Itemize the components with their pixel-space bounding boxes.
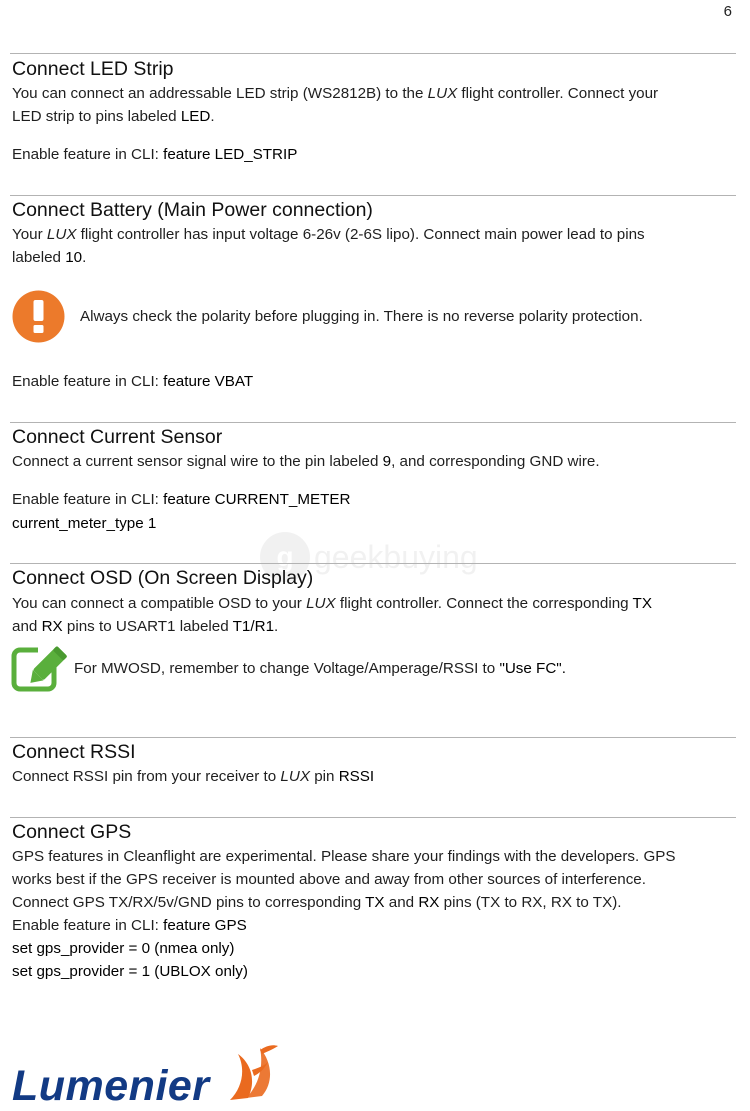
gps-paragraph-line-2: works best if the GPS receiver is mounted above and away from other sources of interference. <box>12 871 646 888</box>
section-divider <box>10 737 736 738</box>
section-divider <box>10 53 736 54</box>
led-cli-line: Enable feature in CLI: feature LED_STRIP <box>12 146 298 163</box>
osd-paragraph-line-2: and RX pins to USART1 labeled T1/R1. <box>12 618 279 635</box>
gps-paragraph-line-1: GPS features in Cleanflight are experimental. Please share your findings with the developers. GPS <box>12 848 676 865</box>
gps-section-title: Connect GPS <box>12 821 132 843</box>
section-divider <box>10 563 736 564</box>
gps-cli-command: feature GPS <box>163 917 247 934</box>
led-cli-command: feature LED_STRIP <box>163 146 298 163</box>
battery-section-title: Connect Battery (Main Power connection) <box>12 199 373 221</box>
svg-text:geekbuying: geekbuying <box>314 539 478 575</box>
exclamation-circle-icon <box>12 290 65 343</box>
current-cli-line: Enable feature in CLI: feature CURRENT_METER <box>12 491 351 508</box>
rssi-paragraph-line-1: Connect RSSI pin from your receiver to LUX pin RSSI <box>12 768 375 785</box>
battery-paragraph-line-1: Your LUX flight controller has input voltage 6-26v (2-6S lipo). Connect main power lead to pins <box>12 226 645 243</box>
osd-paragraph-line-1: You can connect a compatible OSD to your LUX flight controller. Connect the corresponding TX <box>12 595 652 612</box>
led-paragraph-line-2: LED strip to pins labeled LED. <box>12 108 215 125</box>
section-divider <box>10 422 736 423</box>
osd-section-title: Connect OSD (On Screen Display) <box>12 567 314 589</box>
current-cli-command: feature CURRENT_METER <box>163 491 351 508</box>
current-section-title: Connect Current Sensor <box>12 426 223 448</box>
logo-flame-icon <box>212 1040 282 1108</box>
gps-cli-line: Enable feature in CLI: feature GPS <box>12 917 247 934</box>
lumenier-logo <box>12 1040 282 1110</box>
gps-cli-command-3: set gps_provider = 1 (UBLOX only) <box>12 963 248 980</box>
current-paragraph-line-1: Connect a current sensor signal wire to the pin labeled 9, and corresponding GND wire. <box>12 453 600 470</box>
section-divider <box>10 817 736 818</box>
rssi-section-title: Connect RSSI <box>12 741 136 763</box>
battery-cli-command: feature VBAT <box>163 373 254 390</box>
pencil-note-icon <box>11 643 75 693</box>
page-number: 6 <box>723 3 732 20</box>
svg-text:g: g <box>276 541 294 572</box>
section-divider <box>10 195 736 196</box>
battery-cli-line: Enable feature in CLI: feature VBAT <box>12 373 254 390</box>
logo-wordmark: Lumenier <box>12 1062 210 1110</box>
current-cli-command-2: current_meter_type 1 <box>12 515 157 532</box>
gps-paragraph-line-3: Connect GPS TX/RX/5v/GND pins to corresponding TX and RX pins (TX to RX, RX to TX). <box>12 894 622 911</box>
led-section-title: Connect LED Strip <box>12 58 174 80</box>
gps-cli-command-2: set gps_provider = 0 (nmea only) <box>12 940 235 957</box>
battery-paragraph-line-2: labeled 10. <box>12 249 87 266</box>
osd-note-text: For MWOSD, remember to change Voltage/Amperage/RSSI to "Use FC". <box>74 660 566 677</box>
battery-warning-text: Always check the polarity before plugging in. There is no reverse polarity protection. <box>80 308 643 325</box>
led-paragraph-line-1: You can connect an addressable LED strip (WS2812B) to the LUX flight controller. Connect your <box>12 85 659 102</box>
